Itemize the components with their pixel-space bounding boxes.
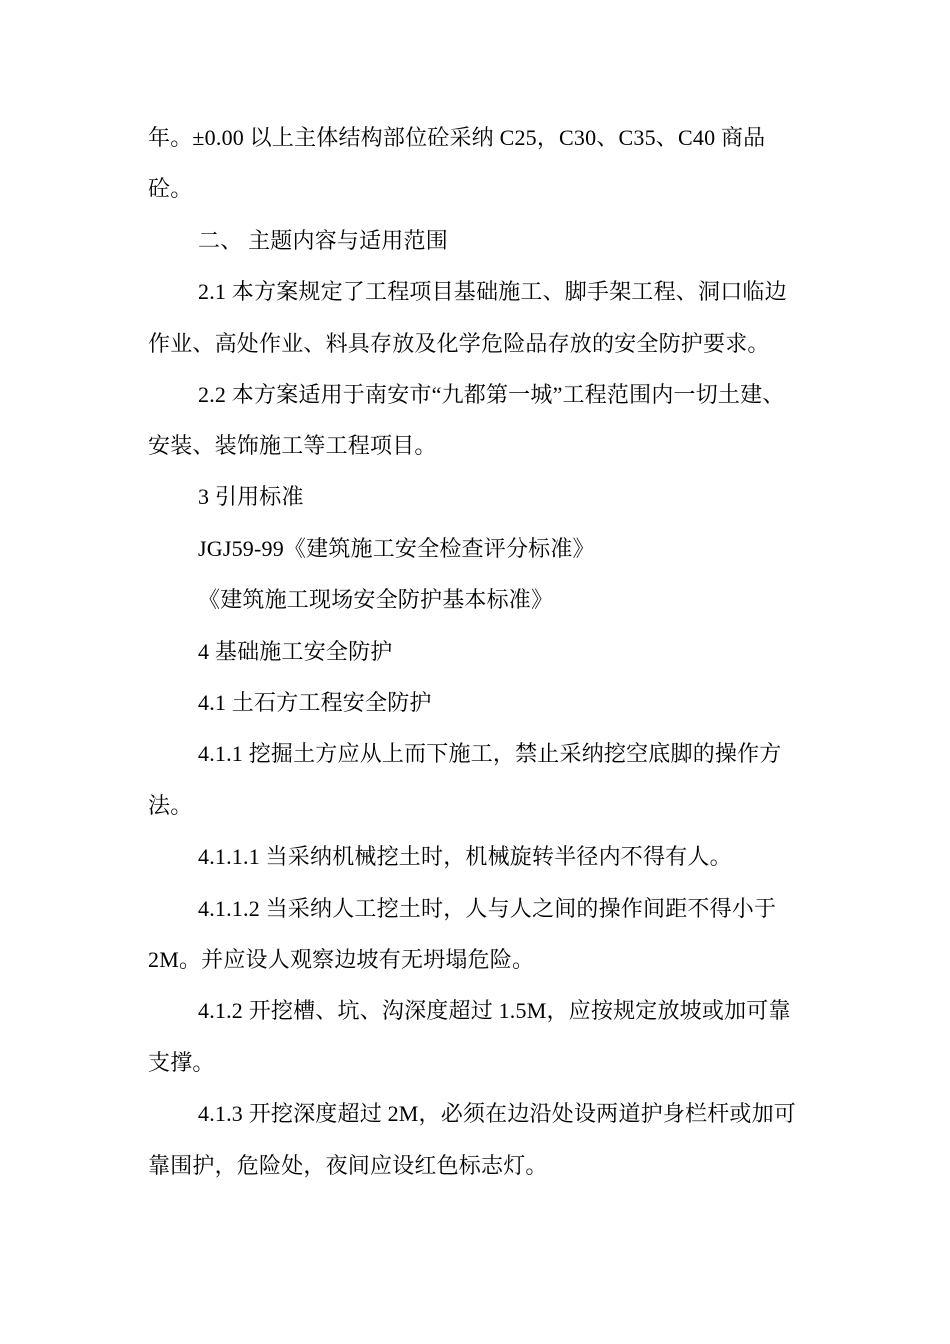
text-line: 2M。并应设人观察边坡有无坍塌危险。 <box>148 947 535 972</box>
text-line: 4.1.1.2 当采纳人工挖土时，人与人之间的操作间距不得小于 <box>198 896 777 921</box>
text-line: 《建筑施工现场安全防护基本标准》 <box>198 587 554 612</box>
text-line: 支撑。 <box>148 1050 215 1075</box>
text-line: 年。±0.00 以上主体结构部位砼采纳 C25，C30、C35、C40 商品 <box>148 125 766 150</box>
text-line: 4.1.1.1 当采纳机械挖土时，机械旋转半径内不得有人。 <box>198 844 732 869</box>
text-line: 2.1 本方案规定了工程项目基础施工、脚手架工程、洞口临边 <box>198 279 787 304</box>
text-line: JGJ59-99《建筑施工安全检查评分标准》 <box>198 536 595 561</box>
text-line: 靠围护，危险处，夜间应设红色标志灯。 <box>148 1153 548 1178</box>
text-line: 4.1.3 开挖深度超过 2M，必须在边沿处设两道护身栏杆或加可 <box>198 1101 796 1126</box>
text-line: 砼。 <box>148 176 193 201</box>
section-heading: 3 引用标准 <box>198 484 304 509</box>
section-heading: 4 基础施工安全防护 <box>198 639 393 664</box>
text-line: 4.1.2 开挖槽、坑、沟深度超过 1.5M，应按规定放坡或加可靠 <box>198 998 791 1023</box>
text-line: 作业、高处作业、料具存放及化学危险品存放的安全防护要求。 <box>148 331 770 356</box>
text-line: 安装、装饰施工等工程项目。 <box>148 433 437 458</box>
text-line: 2.2 本方案适用于南安市“九都第一城”工程范围内一切土建、 <box>198 382 785 407</box>
section-heading: 4.1 土石方工程安全防护 <box>198 690 432 715</box>
section-heading: 二、 主题内容与适用范围 <box>198 228 448 253</box>
text-line: 4.1.1 挖掘土方应从上而下施工，禁止采纳挖空底脚的操作方 <box>198 741 782 766</box>
text-line: 法。 <box>148 793 193 818</box>
